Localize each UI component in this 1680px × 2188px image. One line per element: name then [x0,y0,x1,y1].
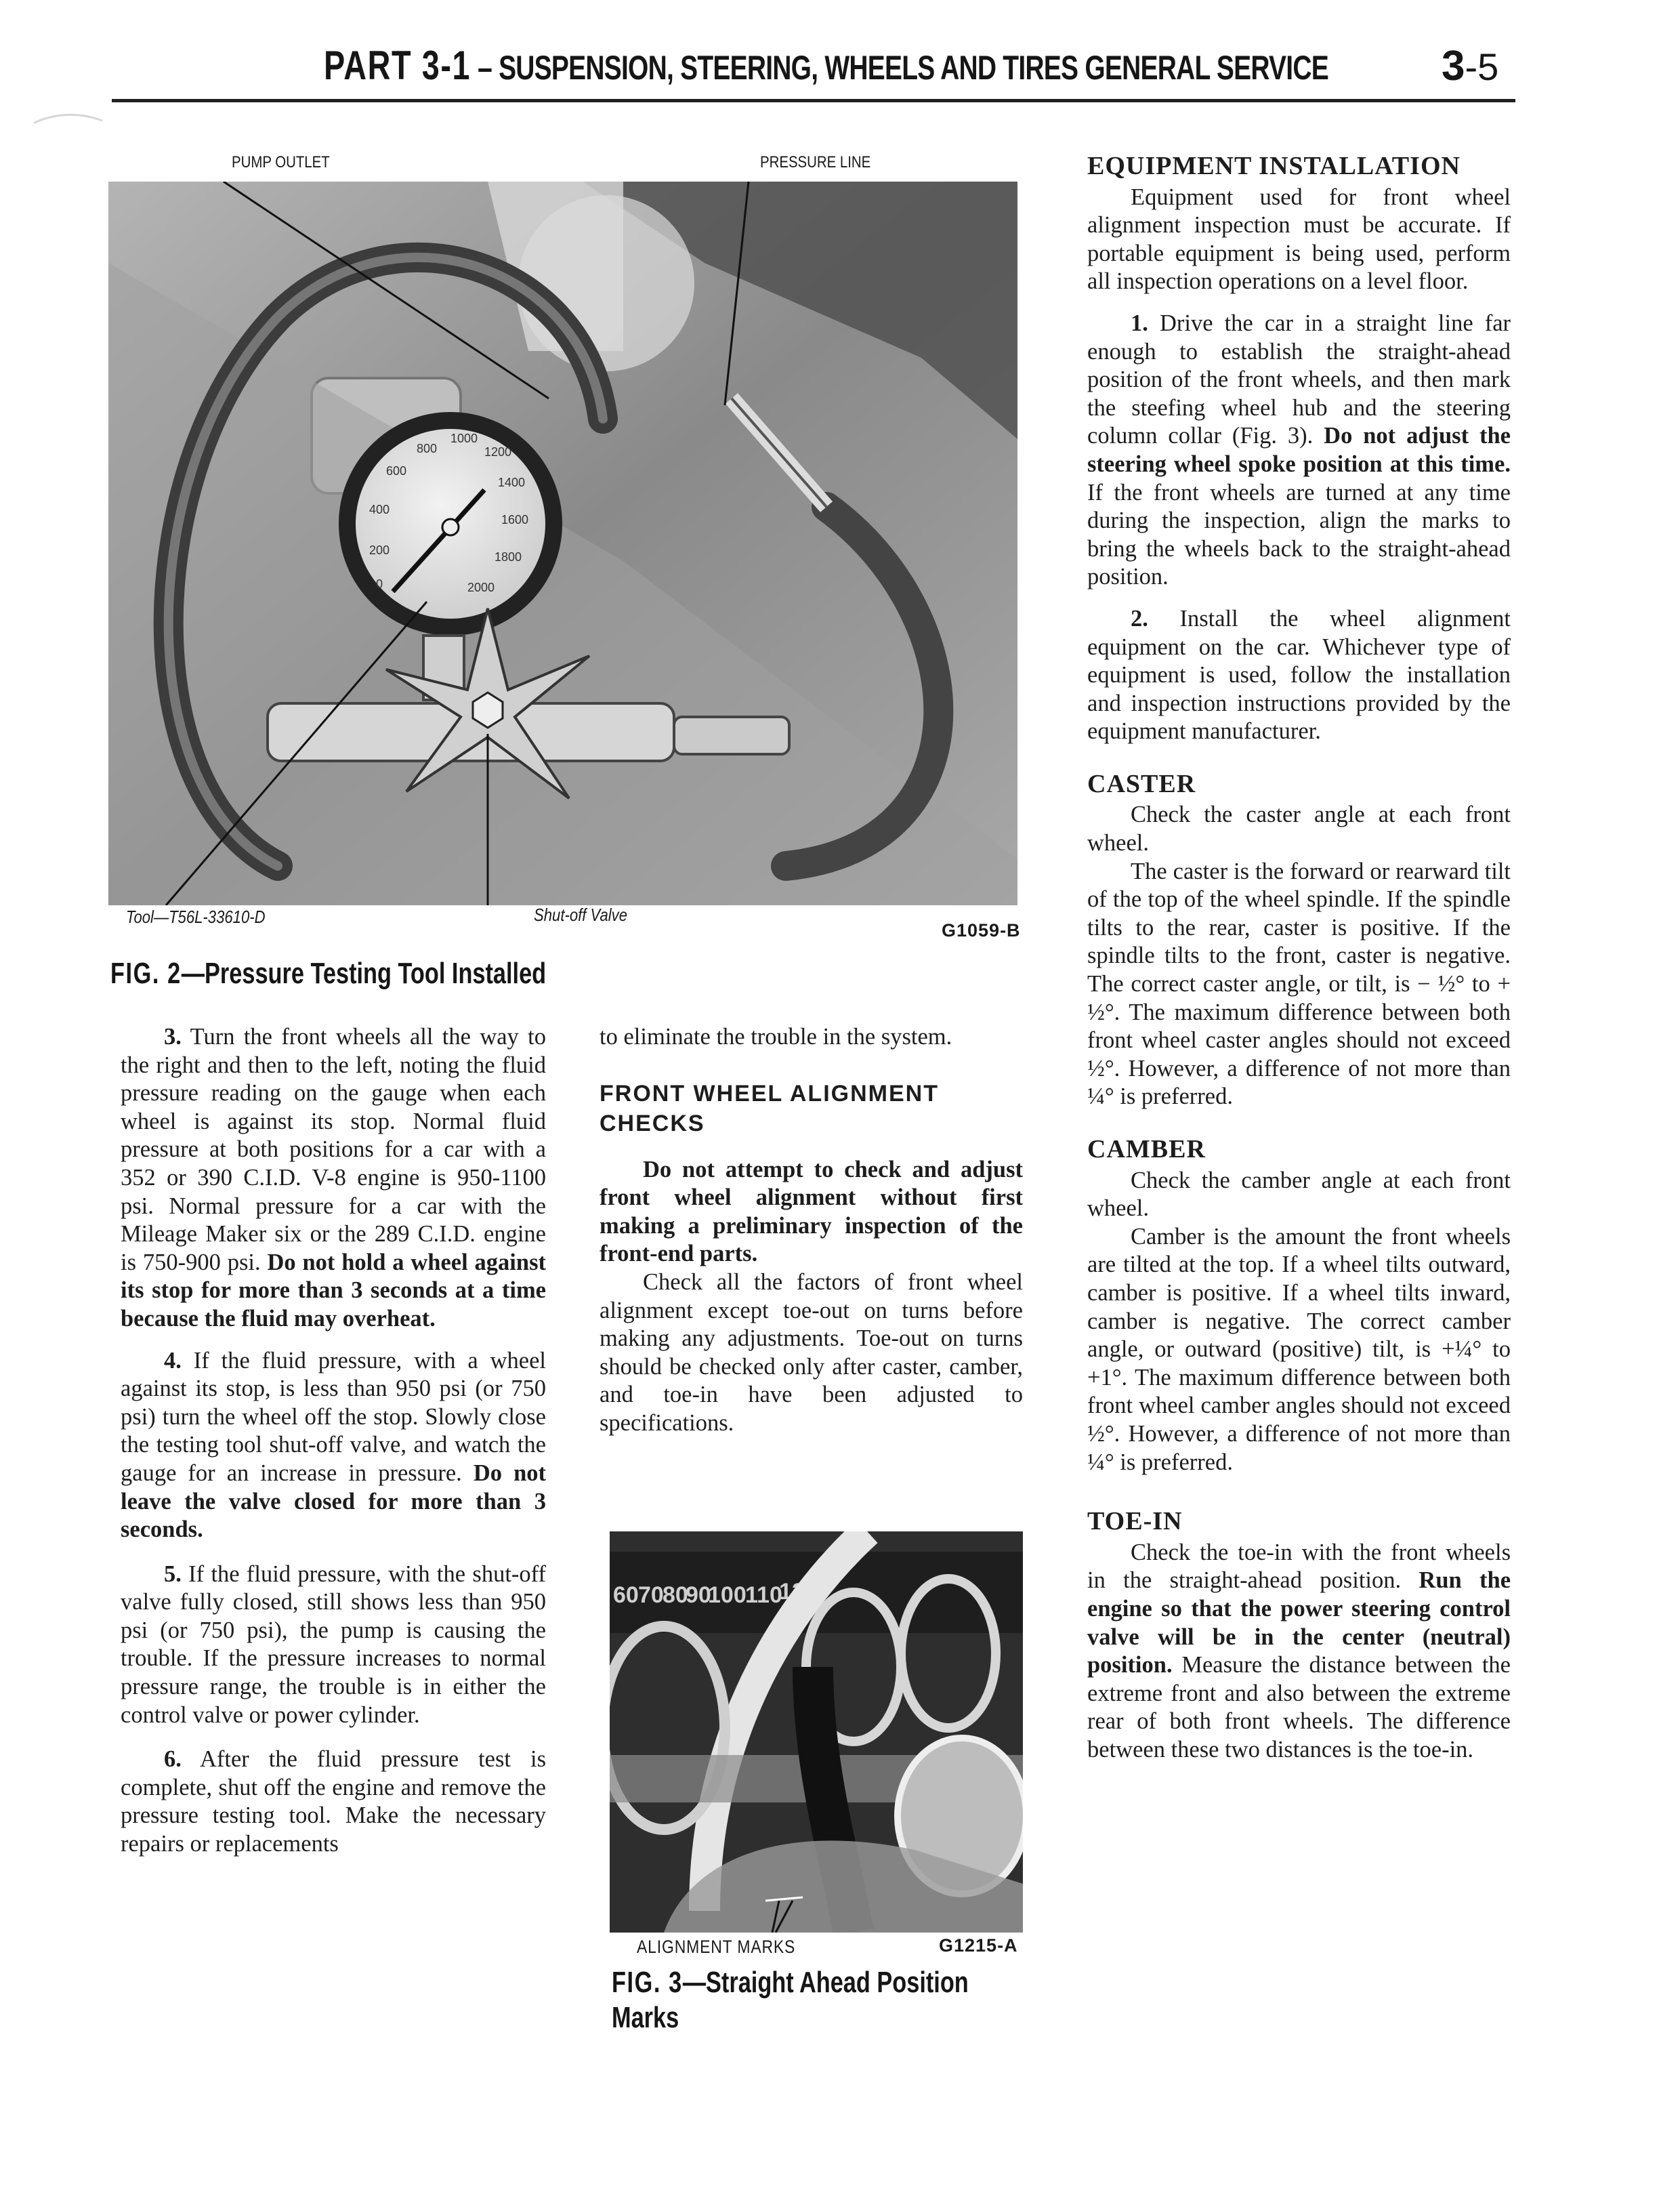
svg-text:1000: 1000 [450,432,478,445]
svg-text:1200: 1200 [484,445,512,459]
step-4-text: If the fluid pressure, with a wheel against its stop, is less than 950 psi (or 750 psi) turn the wheel off the stop. Slowly close the testing tool shut-off valve, and watch the gauge for an increase in pressure. [121,1347,546,1486]
svg-text:400: 400 [369,503,390,516]
step-3 [121,1023,546,1334]
right-column [1087,152,1511,1764]
equipment-step-1-warning: Do not adjust the steering wheel spoke position at this time. [1087,423,1511,477]
svg-text:90: 90 [686,1582,711,1608]
svg-text:100: 100 [708,1582,747,1608]
svg-text:600: 600 [386,464,407,478]
section-heading-equipment-installation: EQUIPMENT INSTALLATION [1087,152,1461,180]
figure-2-photo-pressure-tester [108,182,1017,905]
callout-tool-number: Tool—T56L-33610-D [126,907,266,927]
equipment-step-2 [1087,605,1511,746]
middle-column [600,1023,1023,1438]
figure-2-caption-text: —Pressure Testing Tool Installed [181,957,547,990]
callout-alignment-marks: ALIGNMENT MARKS [637,1937,796,1957]
callout-pump-outlet: PUMP OUTLET [232,153,330,171]
gauge-tick-0: 0 [376,577,383,591]
figure-3-photo-dashboard [610,1531,1023,1933]
steering-column-illustration [610,1531,1023,1933]
svg-text:2000: 2000 [467,581,495,594]
toe-in-warning: Run the engine so that the power steering control valve will be in the center (neutral) position. [1087,1567,1511,1678]
callout-shutoff-valve: Shut-off Valve [534,905,628,925]
part-label: PART 3-1 [324,43,471,88]
figure-2-code: G1059-B [942,920,1021,941]
figure-3-caption [612,1965,1034,2036]
step-6-text: After the fluid pressure test is complete, shut off the engine and remove the pressure testing tool. Make the necessary repairs or replacements [121,1746,546,1857]
step-4-warning: Do not leave the valve closed for more than 3 seconds. [121,1460,546,1543]
speedo-60: 60 [613,1582,639,1608]
svg-text:1400: 1400 [498,476,526,489]
toe-in-p1 [1087,1539,1511,1764]
page-number [1442,42,1498,90]
svg-text:120: 120 [779,1579,818,1605]
step-5 [121,1561,546,1730]
page-number-suffix: -5 [1465,45,1499,88]
equipment-step-1-text: Drive the car in a straight line far enough to establish the straight-ahead position of the front wheels, and then mark the steefing wheel hub and the steering column collar (Fig. 3). [1087,310,1511,449]
svg-text:1800: 1800 [495,550,522,564]
figure-3-code: G1215-A [939,1935,1018,1956]
camber-p1: Check the camber angle at each front wheel. [1087,1167,1511,1222]
step-3-number: 3. [164,1024,182,1050]
continuation-text: to eliminate the trouble in the system. [600,1024,952,1050]
caster-p2: The caster is the forward or rearward tilt of the top of the wheel spindle. If the spindle tilts to the rear, caster is positive. If the spindle tilts to the front, caster is negative. The correct caster angle, or tilt, is − ½° to + ½°. The maximum difference between both front wheel caster angles should not exceed ½°. However, a difference of not more than ¼° is preferred. [1087,858,1511,1110]
alignment-body: Check all the factors of front wheel alignment except toe-out on turns before making any adjustments. Toe-out on turns should be checked only after caster, camber, and toe-in have been adjusted to specifications. [600,1268,1023,1436]
step-5-text: If the fluid pressure, with the shut-off valve fully closed, still shows less than 950 psi (or 750 psi), the pump is causing the trouble. If the pressure increases to normal pressure range, the trouble is in either the control valve or power cylinder. [121,1561,546,1728]
figure-2-number: FIG. 2 [110,957,182,990]
equipment-step-1-tail: If the front wheels are turned at any time during the inspection, align the marks to bring the wheels back to the straight-ahead position. [1087,479,1511,590]
figure-2-caption [110,957,546,991]
section-heading-front-wheel-alignment: FRONT WHEEL ALIGNMENT CHECKS [600,1080,939,1136]
section-heading-caster: CASTER [1087,769,1196,798]
figure-3-number: FIG. 3 [612,1966,683,1999]
running-header [324,42,1328,89]
left-column [121,1023,546,1859]
header-rule [112,99,1515,102]
svg-text:200: 200 [369,543,390,557]
step-3-warning: Do not hold a wheel against its stop for more than 3 seconds at a time because the fluid may overheat. [121,1249,546,1332]
equipment-step-1-number: 1. [1131,310,1148,336]
pressure-tester-illustration [108,182,1017,905]
section-heading-camber: CAMBER [1087,1135,1206,1163]
step-4 [121,1347,546,1544]
step-6 [121,1746,546,1858]
alignment-warning [600,1156,1023,1268]
callout-pressure-line: PRESSURE LINE [760,153,871,171]
toe-in-end: Measure the distance between the extreme front and also between the extreme rear of both front wheels. The difference between these two distances is the toe-in. [1087,1652,1511,1762]
header-title: – SUSPENSION, STEERING, WHEELS AND TIRES GENERAL SERVICE [471,49,1328,87]
svg-text:70: 70 [638,1582,664,1608]
step-3-text: Turn the front wheels all the way to the right and then to the left, noting the fluid pressure reading on the gauge when each wheel is against its stop. Normal fluid pressure at both positions for a car with a 352 or 390 C.I.D. V-8 engine is 950-1100 psi. Normal pressure for a car with the Mileage Maker six or the 289 C.I.D. engine is 750-900 psi. [121,1024,546,1275]
scan-artifact-arc [0,89,103,204]
alignment-warning-text: Do not attempt to check and adjust front wheel alignment without first making a preliminary inspection of the front-end parts. [600,1156,1023,1267]
equipment-step-2-text: Install the wheel alignment equipment on the car. Whichever type of equipment is used, follow the installation and inspection instructions provided by the equipment manufacturer. [1087,605,1511,745]
svg-text:110: 110 [745,1582,782,1608]
figure-3-caption-text: —Straight Ahead Position Marks [612,1966,969,2034]
camber-p2: Camber is the amount the front wheels are tilted at the top. If a wheel tilts outward, camber is positive. If a wheel tilts inward, camber is negative. The correct camber angle, or outward (positive) tilt, is +¼° to +1°. The maximum difference between both front wheel camber angles should not exceed ½°. However, a difference of not more than ¼° is preferred. [1087,1223,1511,1475]
step-4-number: 4. [164,1347,182,1374]
svg-text:80: 80 [663,1582,688,1608]
step-6-number: 6. [164,1746,182,1773]
svg-text:800: 800 [417,442,438,455]
svg-text:1600: 1600 [501,513,529,527]
section-heading-toe-in: TOE-IN [1087,1507,1183,1536]
step-5-number: 5. [164,1561,182,1587]
page-chapter: 3 [1442,43,1465,89]
caster-p1: Check the caster angle at each front wheel. [1087,802,1511,856]
equipment-step-1 [1087,310,1511,592]
toe-in-start: Check the toe-in with the front wheels in the straight-ahead position. [1087,1539,1511,1594]
equipment-step-2-number: 2. [1131,605,1148,632]
equipment-intro: Equipment used for front wheel alignment inspection must be accurate. If portable equipment is being used, perform all inspection operations on a level floor. [1087,184,1511,295]
